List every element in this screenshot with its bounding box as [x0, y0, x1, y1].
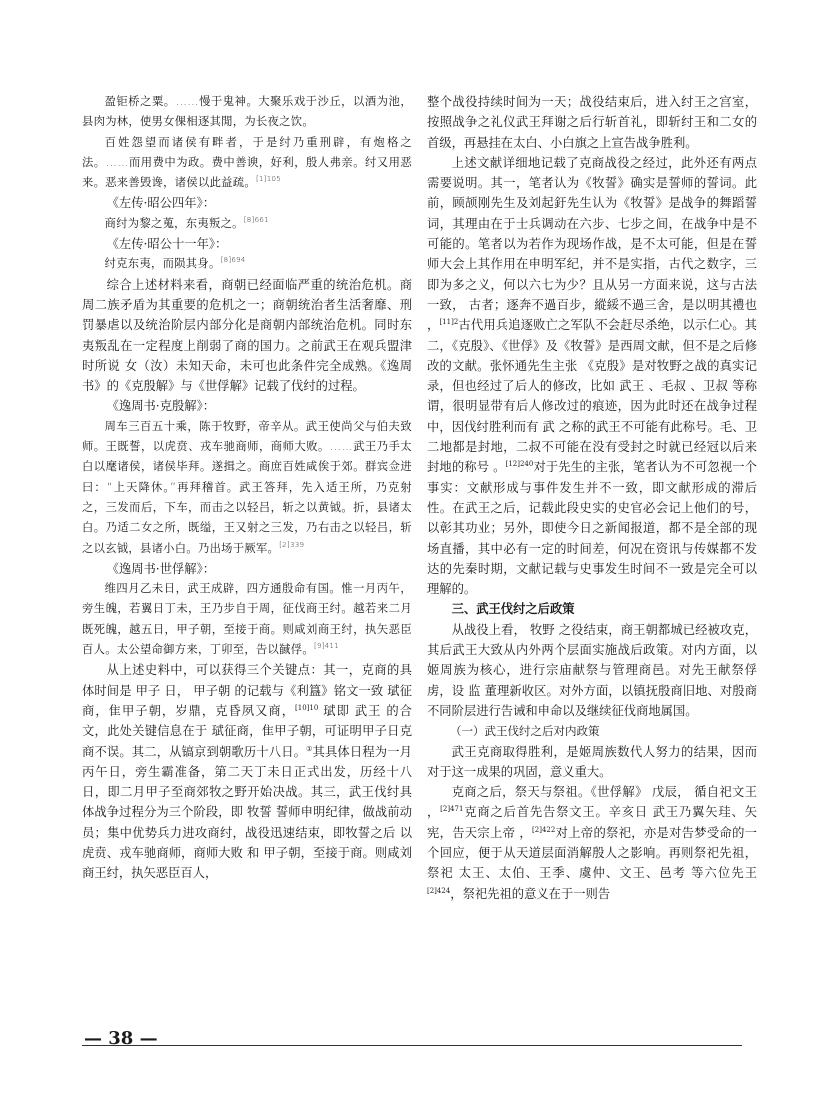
citation-mark: [2]471: [440, 805, 464, 814]
text-run: （一）武王伐纣之后对内政策: [450, 724, 600, 739]
paragraph: [82, 275, 412, 397]
footer-rule: [82, 1045, 742, 1046]
subsection-heading: [427, 721, 757, 741]
citation-mark: [1]105: [255, 175, 282, 184]
text-run: 从战役上看， 牧野 之役结束，商王朝都城已经被攻克，其后武王大致从内外两个层面实施战后政策。对内方面，以姬周族为核心，进行宗庙献祭与管理商邑。对先王献祭俘虏，设 监 董理新收区。对外方面，以镇抚殷商旧地、对殷商不同阶层进行告诫和申命以及继续征伐商地属国。: [427, 622, 757, 718]
section-heading: [427, 599, 757, 619]
text-run: 商纣为黎之蒐，东夷叛之。: [104, 216, 244, 230]
text-run: 盈钜桥之粟。……慢于鬼神。大聚乐戏于沙丘，以酒为池，县肉为林，使男女倮相逐其閒，为长夜之饮。: [82, 95, 412, 129]
quotation: [82, 417, 412, 559]
source-label: [82, 193, 412, 213]
citation-mark: [11]2: [439, 318, 459, 327]
left-column: [82, 92, 412, 884]
text-run: 古代用兵追逐败亡之军队不会赶尽杀绝，以示仁心。其二，《克殷》、《世俘》及《牧誓》是西周文献，但不是之后修改的文献。张怀通先生主张 《克殷》是对牧野之战的真实记录，但也经过了后人的修改，比如 武王 、毛叔 、卫叔 等称谓，很明显带有后人修改过的痕迹，因为此时还在战争过程中，因伐纣胜利而有 武 之称的武王不可能有此称号。毛、卫二地都是封地，二叔不可能在没有受封之时就已经冠以后来封地的称号 。: [427, 318, 757, 475]
paragraph: [427, 782, 757, 904]
paragraph: [427, 153, 757, 600]
text-run: 珷即 武王 的合文，此处关键信息在于 珷征商，隹甲子朝，可证明甲子日克商不误。其二，从镐京到朝歌历十八日。: [82, 703, 412, 759]
paragraph: [82, 660, 412, 883]
quotation: [82, 92, 412, 133]
text-run: 综合上述材料来看，商朝已经面临严重的统治危机。商周二族矛盾为其重要的危机之一；商朝统治者生活奢靡、刑罚暴虐以及统治阶层内部分化是商朝内部统治危机。同时东夷叛乱在一定程度上削弱了商的国力。之前武王在观兵盟津时所说 女（汝）未知天命，未可也此条件完全成熟。《逸周书》的《克殷解》与《世俘解》记载了伐纣的过程。: [82, 277, 412, 394]
citation-mark: ①: [306, 744, 313, 753]
paragraph: [427, 620, 757, 721]
text-run: 《左传·昭公四年》：: [106, 196, 216, 211]
quotation: [82, 254, 412, 274]
text-run: 维四月乙未日，武王成辟，四方通殷命有国。惟一月丙午，旁生魄，若翼日丁未，王乃步自于周，征伐商王纣。越若来二月既死魄，越五日，甲子朝，至接于商。则咸刘商王纣，执矢恶臣百人。太公望命御方来，丁卯至，告以馘俘。: [82, 582, 412, 657]
text-run: 克商之后，祭天与祭祖。《世俘解》 戊辰， 循自祀文王 ，: [427, 785, 757, 820]
text-run: 其具体日程为一月丙午日，旁生霸准备，第二天丁未日正式出发，历经十八日，即二月甲子至商郊牧之野开始决战。其三，武王伐纣具体战争过程分为三个阶段，即 牧誓 誓师申明纪律，做战前动员；集中优势兵力进攻商纣，战役迅速结束，即牧誓之后 以虎贲、戎车驰商师，商师大败 和 甲子朝，至接于商。则咸刘商王纣，执矢恶臣百人，: [82, 744, 412, 881]
text-run: 《逸周书·世俘解》：: [106, 561, 216, 576]
citation-mark: [8]694: [220, 256, 246, 265]
text-run: ，祭祀先祖的意义在于一则告: [450, 886, 611, 901]
citation-mark: [10]10: [295, 703, 319, 712]
paragraph: [427, 92, 757, 153]
paragraph: [427, 742, 757, 783]
citation-mark: [8]661: [243, 216, 269, 225]
text-run: 《左传·昭公十一年》：: [106, 237, 228, 252]
citation-mark: [2]422: [532, 825, 556, 834]
text-run: 克商之后首先告祭文王。辛亥日 武王乃翼矢珪、矢宪，告天宗上帝 ，: [427, 805, 757, 840]
citation-mark: [12]240: [505, 460, 534, 469]
right-column: [427, 92, 757, 904]
text-run: 百姓怨望而诸侯有畔者，于是纣乃重刑辟，有炮格之法。……而用费中为政。费中善谀，好利，殷人弗亲。纣又用恶来。恶来善毁谗，诸侯以此益疏。: [82, 135, 412, 190]
quotation: [82, 214, 412, 234]
source-label: [82, 396, 412, 416]
text-run: 周车三百五十乘，陈于牧野，帝辛从。武王使尚父与伯夫致师。王既誓，以虎贲、戎车驰商师，商师大败。……武王乃手太白以麾诸侯，诸侯毕拜。遂揖之。商庶百姓咸俟于郊。群宾佥进曰：“上天降休。”再拜稽首。武王答拜，先入适王所，乃克射之，三发而后，下车，而击之以轻吕，斩之以黄钺。折，县诸太白。乃适二女之所，既缢，王又射之三发，乃右击之以轻吕，斩之以玄钺，县诸小白。乃出场于厥军。: [82, 419, 412, 555]
text-run: 《逸周书·克殷解》：: [106, 399, 216, 414]
source-label: [82, 234, 412, 254]
quotation: [82, 133, 412, 194]
source-label: [82, 559, 412, 579]
citation-mark: [9]411: [313, 642, 340, 651]
citation-mark: [2]424: [427, 886, 451, 895]
citation-mark: [2]339: [279, 540, 305, 549]
text-run: 三、武王伐纣之后政策: [451, 601, 575, 617]
text-run: 对上帝的祭祀，亦是对告梦受命的一个回应，便于从天道层面消解殷人之影响。再则祭祀先祖，祭祀 太王、太伯、王季、虞仲、文王、邑考 等六位先王: [427, 825, 757, 881]
text-run: 武王克商取得胜利，是姬周族数代人努力的结果，因而对于这一成果的巩固，意义重大。: [427, 744, 757, 779]
text-run: 上述文献详细地记载了克商战役之经过，此外还有两点需要说明。其一，笔者认为《牧誓》确实是誓师的誓词。此前，顾颉刚先生及刘起釪先生认为《牧誓》是战争的舞蹈誓词，其理由在于士兵调动在六步、七步之间，在战争中是不可能的。笔者以为若作为现场作战，是不太可能，但是在誓师大会上其作用在申明军纪，并不是实指，古代之数字，三即为多之义，何以六七为少？且从另一方面来说，这与古法一致， 古者；逐奔不過百步，縱綏不過三舍，是以明其禮也 ，: [427, 155, 757, 333]
text-run: 整个战役持续时间为一天；战役结束后，进入纣王之宫室，按照战争之礼仪武王拜谢之后行斩首礼，即斩纣王和二女的首级，再悬挂在太白、小白旗之上宣告战争胜利。: [427, 95, 757, 150]
quotation: [82, 579, 412, 660]
text-run: 对于先生的主张，笔者认为不可忽视一个事实：文献形成与事件发生并不一致，即文献形成的滞后性。在武王之后，记载此段史实的史官必会记上他们的号，以彰其功业；另外，即使今日之新闻报道，都不是全部的现场直播，其中必有一定的时间差，何况在资讯与传媒都不发达的先秦时期，文献记载与史事发生时间不一致是完全可以理解的。: [427, 460, 757, 597]
text-run: 从上述史料中，可以获得三个关键点：其一，克商的具体时间是 甲子 日， 甲子朝 的记载与《利簋》铭文一致 珷征商，隹甲子朝，岁鼎，克昏夙又商，: [82, 663, 412, 718]
text-run: 纣克东夷，而陨其身。: [104, 257, 221, 271]
page-number: — 38 —: [84, 1028, 158, 1049]
